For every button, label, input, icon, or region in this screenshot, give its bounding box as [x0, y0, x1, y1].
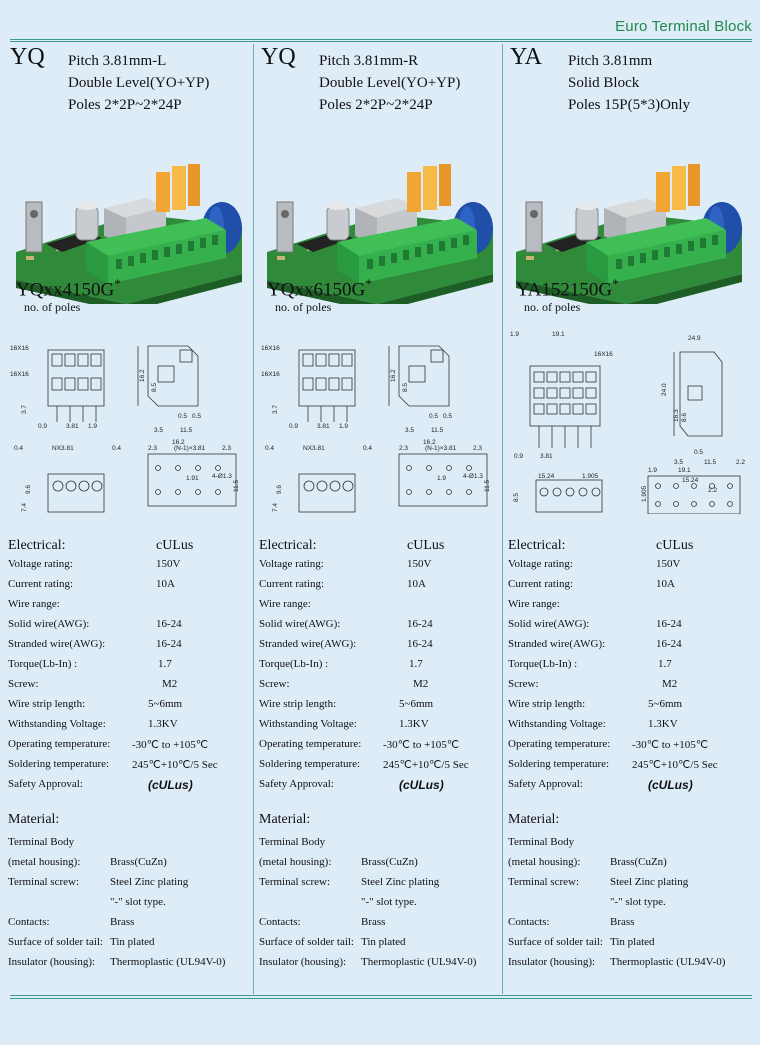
dimension-label: 9.6: [25, 484, 32, 494]
spec-label: Wire strip length:: [259, 698, 337, 710]
series-code: YQ: [10, 44, 45, 70]
dimension-label: 0.5: [694, 449, 704, 456]
dimension-label: 3.81: [66, 423, 79, 430]
spec-label: Withstanding Voltage:: [508, 718, 606, 730]
spec-row: [508, 558, 748, 576]
dimension-label: 24.9: [688, 335, 701, 342]
part-star: *: [365, 276, 372, 291]
dimension-label: 3.7: [272, 404, 279, 414]
material-label: Surface of solder tail:: [259, 936, 354, 948]
series-description: [568, 50, 690, 116]
material-label: (metal housing):: [8, 856, 81, 868]
safety-approval-label: Safety Approval:: [8, 778, 83, 790]
spec-row: [8, 678, 248, 696]
material-label: Terminal screw:: [508, 876, 580, 888]
spec-row: [508, 578, 748, 596]
series-code: YQ: [261, 44, 296, 70]
material-label: Terminal Body: [259, 836, 326, 848]
dimension-label: 19.1: [678, 467, 691, 474]
spec-label: Current rating:: [259, 578, 325, 590]
material-value: Steel Zinc plating: [110, 876, 189, 888]
dimension-label: NX3.81: [303, 445, 325, 452]
spec-row: [508, 658, 748, 676]
spec-row: [508, 638, 748, 656]
material-label: Terminal Body: [8, 836, 75, 848]
dimension-label: 1.905: [641, 485, 648, 502]
dimension-label: 2.2: [708, 487, 718, 494]
material-heading: Material:: [259, 812, 311, 827]
material-value: Thermoplastic (UL94V-0): [361, 956, 477, 968]
dimension-label: 16.3: [673, 409, 680, 422]
spec-value: M2: [162, 678, 178, 690]
dimension-label: 2.3: [399, 445, 409, 452]
spec-value: 16-24: [156, 638, 182, 650]
dimension-label: 16X16: [10, 345, 29, 352]
dimension-label: (N-1)×3.81: [174, 445, 206, 452]
spec-label: Soldering temperature:: [508, 758, 610, 770]
ul-mark-logo: (cULus): [148, 778, 193, 792]
safety-approval-row: [508, 778, 748, 796]
material-label: Terminal Body: [508, 836, 575, 848]
spec-row: [508, 698, 748, 716]
spec-label: Operating temperature:: [259, 738, 362, 750]
spec-row: [259, 658, 499, 676]
material-heading: Material:: [8, 812, 60, 827]
dimension-label: 4-Ø1.3: [463, 473, 483, 480]
desc-line-poles: Poles 15P(5*3)Only: [568, 97, 691, 113]
dimension-label: NX3.81: [52, 445, 74, 452]
spec-row: [8, 598, 248, 616]
spec-row: [259, 578, 499, 596]
spec-value: 1.7: [658, 658, 672, 670]
spec-value: 10A: [656, 578, 675, 590]
spec-row: [8, 618, 248, 636]
spec-label: Operating temperature:: [508, 738, 611, 750]
catalog-title: Euro Terminal Block: [615, 18, 752, 35]
spec-row: [8, 758, 248, 776]
material-label: Contacts:: [259, 916, 301, 928]
spec-row: [259, 698, 499, 716]
spec-label: Screw:: [508, 678, 539, 690]
dimension-label: 24.0: [661, 383, 668, 396]
part-number-note: no. of poles: [275, 300, 332, 314]
dimension-label: 11.5: [704, 459, 717, 466]
spec-row: [259, 638, 499, 656]
top-divider: [10, 39, 752, 40]
material-value: Brass: [110, 916, 135, 928]
spec-label: Screw:: [259, 678, 290, 690]
spec-label: Torque(Lb-In) :: [259, 658, 329, 670]
product-column-1: [8, 44, 254, 994]
dimension-drawing: [259, 326, 505, 514]
spec-value: 16-24: [407, 638, 433, 650]
dimension-label: 8.5: [402, 382, 409, 392]
dimension-label: 15.24: [682, 477, 699, 484]
dimension-label: 1.9: [510, 331, 520, 338]
dimension-label: 11.5: [431, 427, 444, 434]
series-description: [319, 50, 460, 116]
spec-value: 5~6mm: [399, 698, 434, 710]
material-value: Tin plated: [610, 936, 655, 948]
spec-row: [508, 678, 748, 696]
dimension-label: 0.4: [265, 445, 275, 452]
dimension-label: 3.7: [21, 404, 28, 414]
spec-value: -30℃ to +105℃: [383, 739, 460, 751]
dimension-label: 2.2: [736, 459, 746, 466]
safety-approval-row: [259, 778, 499, 796]
spec-row: [259, 618, 499, 636]
series-code: YA: [510, 44, 543, 70]
desc-line-pitch: Pitch 3.81mm-R: [319, 53, 419, 69]
spec-row: [259, 758, 499, 776]
spec-value: 1.7: [409, 658, 423, 670]
spec-row: [8, 578, 248, 596]
dimension-label: 11.5: [233, 479, 240, 492]
part-star: *: [114, 276, 121, 291]
spec-label: Torque(Lb-In) :: [508, 658, 578, 670]
bottom-divider: [10, 995, 752, 996]
dimension-label: 0.5: [192, 413, 202, 420]
dimension-label: 3.81: [317, 423, 330, 430]
spec-row: [8, 558, 248, 576]
top-divider-2: [10, 41, 752, 42]
spec-row: [508, 738, 748, 756]
spec-label: Soldering temperature:: [259, 758, 361, 770]
dimension-label: 1.9: [339, 423, 349, 430]
material-label: Contacts:: [8, 916, 50, 928]
dimension-label: 0.5: [443, 413, 453, 420]
material-value: Brass: [361, 916, 386, 928]
dimension-label: 16X16: [594, 351, 613, 358]
spec-row: [508, 618, 748, 636]
dimension-label: 1.905: [582, 473, 599, 480]
spec-value: 10A: [156, 578, 175, 590]
spec-label: Withstanding Voltage:: [8, 718, 106, 730]
spec-row: [259, 598, 499, 616]
material-value: Tin plated: [110, 936, 155, 948]
material-label: Insulator (housing):: [8, 956, 96, 968]
dimension-label: 16.2: [390, 369, 397, 382]
spec-value: 1.3KV: [399, 718, 429, 730]
material-heading: Material:: [508, 812, 560, 827]
spec-value: 16-24: [407, 618, 433, 630]
electrical-cert: cULus: [656, 538, 694, 553]
material-label: Insulator (housing):: [508, 956, 596, 968]
page-header: [0, 0, 760, 40]
dimension-label: 7.4: [272, 502, 279, 512]
electrical-heading: Electrical:: [259, 538, 317, 553]
dimension-label: 16.2: [139, 369, 146, 382]
spec-label: Withstanding Voltage:: [259, 718, 357, 730]
part-number: YA152150G*: [516, 276, 619, 301]
spec-label: Current rating:: [508, 578, 574, 590]
spec-row: [8, 698, 248, 716]
safety-approval-label: Safety Approval:: [508, 778, 583, 790]
dimension-label: 16X16: [10, 371, 29, 378]
dimension-label: 3.5: [674, 459, 684, 466]
dimension-label: 16X16: [261, 345, 280, 352]
spec-row: [259, 678, 499, 696]
material-value: Thermoplastic (UL94V-0): [610, 956, 726, 968]
dimension-drawing: [508, 326, 754, 514]
part-number: YQxx6150G*: [267, 276, 372, 301]
spec-row: [259, 558, 499, 576]
spec-label: Wire strip length:: [8, 698, 86, 710]
dimension-label: 2.3: [222, 445, 232, 452]
desc-line-type: Solid Block: [568, 75, 640, 91]
dimension-label: 15.24: [538, 473, 555, 480]
dimension-label: 0.9: [514, 453, 524, 460]
spec-label: Solid wire(AWG):: [259, 618, 341, 630]
bottom-divider-2: [10, 998, 752, 999]
electrical-heading: Electrical:: [8, 538, 66, 553]
desc-line-type: Double Level(YO+YP): [319, 75, 461, 91]
dimension-label: 7.4: [21, 502, 28, 512]
spec-value: 16-24: [156, 618, 182, 630]
spec-value: 1.7: [158, 658, 172, 670]
spec-row: [8, 718, 248, 736]
ul-mark-logo: (cULus): [399, 778, 444, 792]
spec-value: 150V: [407, 558, 432, 570]
material-value: "-" slot type.: [610, 896, 666, 908]
material-label: (metal housing):: [508, 856, 581, 868]
dimension-label: 16X16: [261, 371, 280, 378]
dimension-label: 3.81: [540, 453, 553, 460]
spec-label: Operating temperature:: [8, 738, 111, 750]
material-label: Insulator (housing):: [259, 956, 347, 968]
spec-value: 245℃+10℃/5 Sec: [132, 759, 218, 771]
safety-approval-row: [8, 778, 248, 796]
spec-label: Wire range:: [508, 598, 560, 610]
dimension-label: 2.3: [473, 445, 483, 452]
dimension-label: 8.6: [681, 412, 688, 422]
ul-mark-logo: (cULus): [648, 778, 693, 792]
dimension-label: 19.1: [552, 331, 565, 338]
spec-value: 16-24: [656, 618, 682, 630]
material-label: Surface of solder tail:: [508, 936, 603, 948]
spec-value: 5~6mm: [148, 698, 183, 710]
dimension-label: 0.5: [178, 413, 188, 420]
part-number-note: no. of poles: [24, 300, 81, 314]
spec-value: M2: [662, 678, 678, 690]
spec-label: Voltage rating:: [259, 558, 324, 570]
dimension-label: 0.5: [429, 413, 439, 420]
spec-value: 10A: [407, 578, 426, 590]
material-value: Brass: [610, 916, 635, 928]
spec-row: [508, 718, 748, 736]
spec-row: [8, 738, 248, 756]
part-number: YQxx4150G*: [16, 276, 121, 301]
dimension-label: 1.9: [648, 467, 658, 474]
spec-value: 1.3KV: [148, 718, 178, 730]
material-label: Terminal screw:: [259, 876, 331, 888]
spec-label: Soldering temperature:: [8, 758, 110, 770]
product-column-2: [259, 44, 505, 994]
material-value: Steel Zinc plating: [361, 876, 440, 888]
dimension-label: 0.9: [289, 423, 299, 430]
spec-label: Wire range:: [259, 598, 311, 610]
electrical-cert: cULus: [407, 538, 445, 553]
spec-label: Voltage rating:: [8, 558, 73, 570]
dimension-label: 0.4: [112, 445, 122, 452]
material-value: "-" slot type.: [110, 896, 166, 908]
spec-row: [508, 598, 748, 616]
dimension-label: 1.91: [186, 475, 199, 482]
spec-label: Voltage rating:: [508, 558, 573, 570]
desc-line-type: Double Level(YO+YP): [68, 75, 210, 91]
spec-label: Wire strip length:: [508, 698, 586, 710]
material-value: Thermoplastic (UL94V-0): [110, 956, 226, 968]
desc-line-pitch: Pitch 3.81mm: [568, 53, 653, 69]
spec-label: Stranded wire(AWG):: [8, 638, 106, 650]
spec-row: [508, 758, 748, 776]
material-value: Brass(CuZn): [361, 856, 418, 868]
spec-value: 5~6mm: [648, 698, 683, 710]
material-label: Surface of solder tail:: [8, 936, 103, 948]
dimension-label: 1.9: [437, 475, 447, 482]
spec-value: 245℃+10℃/5 Sec: [632, 759, 718, 771]
spec-label: Screw:: [8, 678, 39, 690]
product-column-3: [508, 44, 754, 994]
spec-label: Stranded wire(AWG):: [259, 638, 357, 650]
dimension-label: 8.5: [151, 382, 158, 392]
spec-label: Solid wire(AWG):: [508, 618, 590, 630]
material-value: Brass(CuZn): [110, 856, 167, 868]
dimension-label: 3.5: [154, 427, 164, 434]
dimension-drawing: [8, 326, 254, 514]
part-star: *: [612, 276, 619, 291]
dimension-label: 3.5: [405, 427, 415, 434]
spec-row: [8, 658, 248, 676]
spec-row: [259, 718, 499, 736]
material-label: Contacts:: [508, 916, 550, 928]
dimension-label: 0.4: [363, 445, 373, 452]
safety-approval-label: Safety Approval:: [259, 778, 334, 790]
part-number-note: no. of poles: [524, 300, 581, 314]
spec-value: 245℃+10℃/5 Sec: [383, 759, 469, 771]
electrical-cert: cULus: [156, 538, 194, 553]
dimension-label: 1.9: [88, 423, 98, 430]
material-value: Tin plated: [361, 936, 406, 948]
dimension-label: 11.5: [484, 479, 491, 492]
spec-value: 150V: [156, 558, 181, 570]
spec-row: [259, 738, 499, 756]
dimension-label: 0.4: [14, 445, 24, 452]
material-label: Terminal screw:: [8, 876, 80, 888]
desc-line-poles: Poles 2*2P~2*24P: [68, 97, 182, 113]
material-label: (metal housing):: [259, 856, 332, 868]
material-value: Brass(CuZn): [610, 856, 667, 868]
spec-label: Solid wire(AWG):: [8, 618, 90, 630]
spec-label: Current rating:: [8, 578, 74, 590]
material-value: Steel Zinc plating: [610, 876, 689, 888]
series-description: [68, 50, 209, 116]
electrical-heading: Electrical:: [508, 538, 566, 553]
dimension-label: 2.3: [148, 445, 158, 452]
spec-label: Stranded wire(AWG):: [508, 638, 606, 650]
spec-value: M2: [413, 678, 429, 690]
desc-line-poles: Poles 2*2P~2*24P: [319, 97, 433, 113]
dimension-label: 0.9: [38, 423, 48, 430]
dimension-label: 16.2: [423, 439, 436, 446]
material-value: "-" slot type.: [361, 896, 417, 908]
dimension-label: 4-Ø1.3: [212, 473, 232, 480]
spec-value: -30℃ to +105℃: [132, 739, 209, 751]
dimension-label: 8.5: [513, 492, 520, 502]
desc-line-pitch: Pitch 3.81mm-L: [68, 53, 167, 69]
dimension-label: 9.6: [276, 484, 283, 494]
spec-value: -30℃ to +105℃: [632, 739, 709, 751]
dimension-label: (N-1)×3.81: [425, 445, 457, 452]
spec-value: 150V: [656, 558, 681, 570]
spec-row: [8, 638, 248, 656]
spec-label: Torque(Lb-In) :: [8, 658, 78, 670]
spec-value: 16-24: [656, 638, 682, 650]
spec-label: Wire range:: [8, 598, 60, 610]
spec-value: 1.3KV: [648, 718, 678, 730]
dimension-label: 11.5: [180, 427, 193, 434]
dimension-label: 16.2: [172, 439, 185, 446]
